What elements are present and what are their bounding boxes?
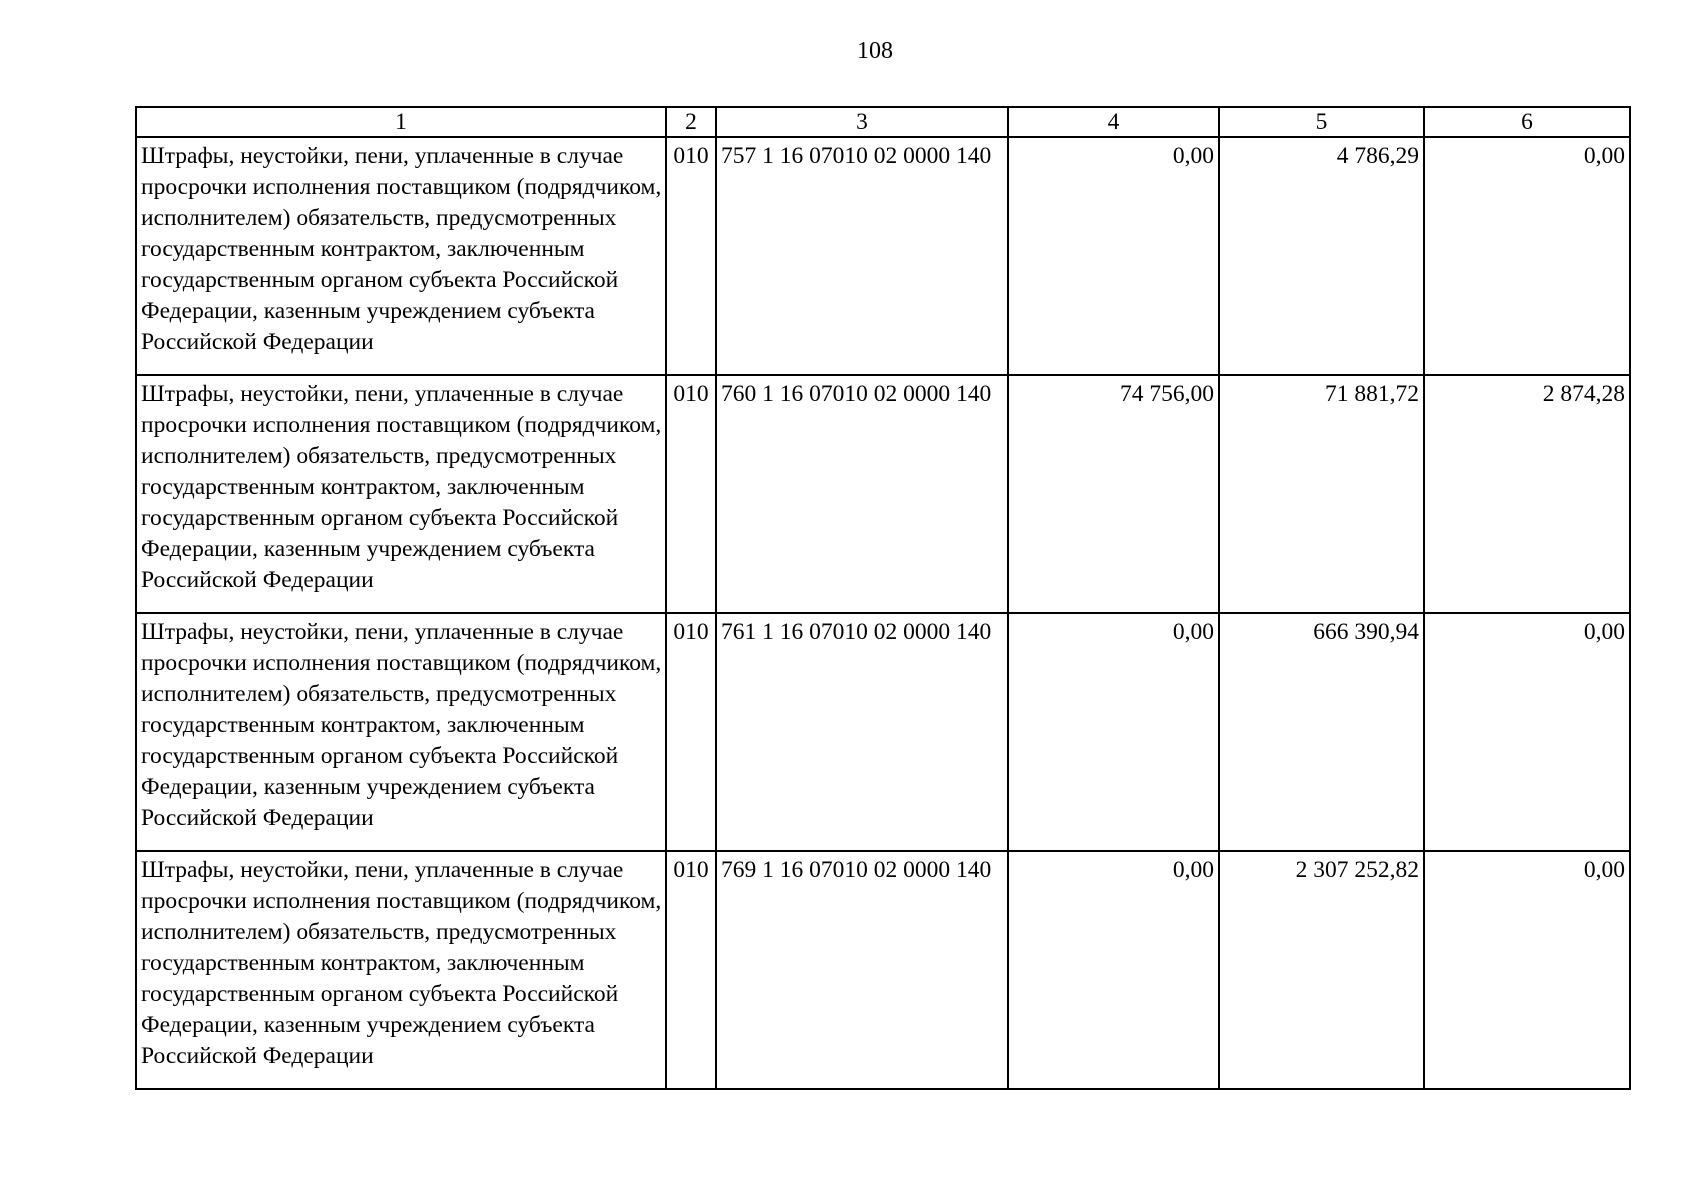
row-budget-code: 769 1 16 07010 02 0000 140	[716, 851, 1008, 1089]
table-row	[136, 375, 1630, 613]
table-row	[136, 613, 1630, 851]
row-budget-code: 760 1 16 07010 02 0000 140	[716, 375, 1008, 613]
row-value-col5: 71 881,72	[1219, 375, 1424, 613]
row-value-col6: 0,00	[1424, 613, 1630, 851]
column-header-5: 5	[1219, 107, 1424, 137]
column-header-6: 6	[1424, 107, 1630, 137]
table-body	[136, 137, 1630, 1089]
row-value-col6: 2 874,28	[1424, 375, 1630, 613]
column-header-4: 4	[1008, 107, 1219, 137]
row-description: Штрафы, неустойки, пени, уплаченные в случае просрочки исполнения поставщиком (подрядчиком, исполнителем) обязательств, предусмотренных государственным контрактом, заключенным государственным органом субъекта Российской Федерации, казенным учреждением субъекта Российской Федерации	[136, 137, 666, 375]
row-description: Штрафы, неустойки, пени, уплаченные в случае просрочки исполнения поставщиком (подрядчиком, исполнителем) обязательств, предусмотренных государственным контрактом, заключенным государственным органом субъекта Российской Федерации, казенным учреждением субъекта Российской Федерации	[136, 613, 666, 851]
row-description: Штрафы, неустойки, пени, уплаченные в случае просрочки исполнения поставщиком (подрядчиком, исполнителем) обязательств, предусмотренных государственным контрактом, заключенным государственным органом субъекта Российской Федерации, казенным учреждением субъекта Российской Федерации	[136, 851, 666, 1089]
row-value-col4: 0,00	[1008, 613, 1219, 851]
row-value-col5: 666 390,94	[1219, 613, 1424, 851]
row-line-code: 010	[666, 137, 716, 375]
row-description: Штрафы, неустойки, пени, уплаченные в случае просрочки исполнения поставщиком (подрядчиком, исполнителем) обязательств, предусмотренных государственным контрактом, заключенным государственным органом субъекта Российской Федерации, казенным учреждением субъекта Российской Федерации	[136, 375, 666, 613]
page-number: 108	[857, 38, 893, 64]
table-row	[136, 851, 1630, 1089]
row-value-col5: 4 786,29	[1219, 137, 1424, 375]
row-line-code: 010	[666, 851, 716, 1089]
row-line-code: 010	[666, 613, 716, 851]
column-header-2: 2	[666, 107, 716, 137]
column-header-3: 3	[716, 107, 1008, 137]
column-header-1: 1	[136, 107, 666, 137]
row-value-col4: 74 756,00	[1008, 375, 1219, 613]
row-budget-code: 761 1 16 07010 02 0000 140	[716, 613, 1008, 851]
table-header	[136, 107, 1630, 137]
row-budget-code: 757 1 16 07010 02 0000 140	[716, 137, 1008, 375]
budget-table	[135, 106, 1631, 1090]
row-value-col5: 2 307 252,82	[1219, 851, 1424, 1089]
row-value-col6: 0,00	[1424, 851, 1630, 1089]
row-value-col4: 0,00	[1008, 851, 1219, 1089]
row-value-col6: 0,00	[1424, 137, 1630, 375]
header-row	[136, 107, 1630, 137]
row-value-col4: 0,00	[1008, 137, 1219, 375]
row-line-code: 010	[666, 375, 716, 613]
table-row	[136, 137, 1630, 375]
